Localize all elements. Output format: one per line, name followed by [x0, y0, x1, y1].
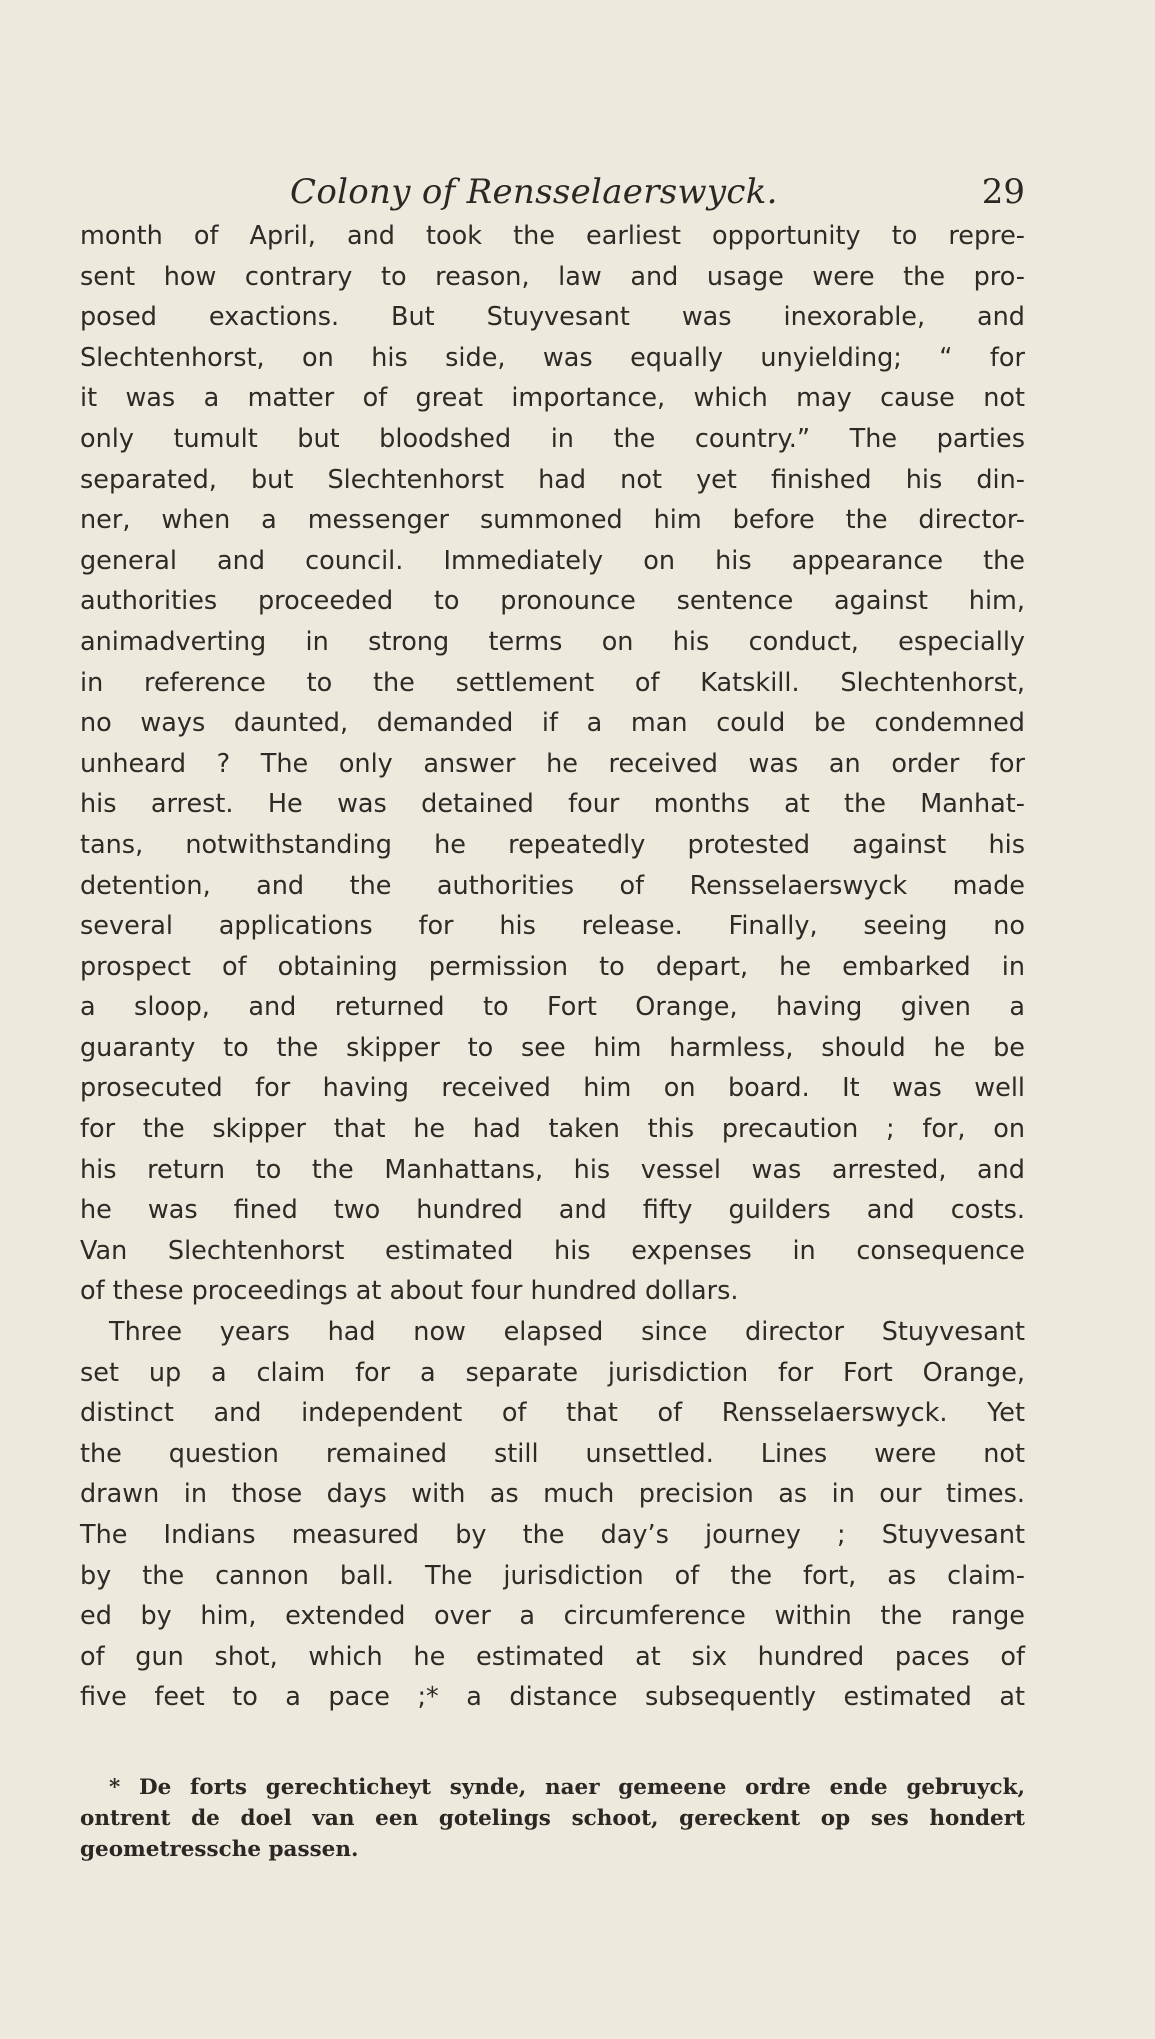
text-line: posed exactions. But Stuyvesant was inexorable, and: [80, 302, 1025, 333]
page-header: [290, 172, 1025, 220]
text-line: only tumult but bloodshed in the country.” The parties: [80, 423, 1025, 454]
text-line: sent how contrary to reason, law and usage were the pro-: [80, 261, 1025, 292]
text-line: drawn in those days with as much precision as in our times.: [80, 1479, 1025, 1510]
text-line: Three years had now elapsed since director Stuyvesant: [109, 1317, 1025, 1348]
text-line: for the skipper that he had taken this precaution ; for, on: [80, 1114, 1025, 1145]
text-line: guaranty to the skipper to see him harmless, should he be: [80, 1032, 1025, 1063]
text-line: detention, and the authorities of Rensselaerswyck made: [80, 870, 1025, 901]
page-number: 29: [981, 172, 1025, 212]
text-line: it was a matter of great importance, which may cause not: [80, 383, 1025, 414]
text-line: several applications for his release. Finally, seeing no: [80, 911, 1025, 942]
text-line: prosecuted for having received him on board. It was well: [80, 1073, 1025, 1104]
text-line: no ways daunted, demanded if a man could be condemned: [80, 708, 1025, 739]
footnote: [80, 1772, 1025, 1865]
body-text: [80, 216, 1025, 1718]
text-line: separated, but Slechtenhorst had not yet finished his din-: [80, 464, 1025, 495]
text-line: Van Slechtenhorst estimated his expenses in consequence: [80, 1235, 1025, 1266]
text-line: prospect of obtaining permission to depart, he embarked in: [80, 951, 1025, 982]
text-line: five feet to a pace ;* a distance subsequently estimated at: [80, 1682, 1025, 1713]
text-line: a sloop, and returned to Fort Orange, having given a: [80, 992, 1025, 1023]
text-line: the question remained still unsettled. Lines were not: [80, 1438, 1025, 1469]
text-line: he was fined two hundred and fifty guilders and costs.: [80, 1195, 1025, 1226]
text-line: ner, when a messenger summoned him before the director-: [80, 505, 1025, 536]
text-line: tans, notwithstanding he repeatedly protested against his: [80, 829, 1025, 860]
footnote-line: ontrent de doel van een gotelings schoot, gereckent op ses hondert: [80, 1806, 1025, 1831]
text-line: The Indians measured by the day’s journey ; Stuyvesant: [80, 1520, 1025, 1550]
footnote-line: geometressche passen.: [80, 1837, 359, 1862]
text-line: distinct and independent of that of Rensselaerswyck. Yet: [80, 1398, 1025, 1429]
text-line: authorities proceeded to pronounce sentence against him,: [80, 586, 1025, 617]
text-line: Slechtenhorst, on his side, was equally unyielding; “ for: [80, 342, 1025, 373]
text-line: ed by him, extended over a circumference within the range: [80, 1601, 1025, 1632]
text-line: by the cannon ball. The jurisdiction of the fort, as claim-: [80, 1560, 1025, 1591]
text-line: of gun shot, which he estimated at six hundred paces of: [80, 1641, 1025, 1672]
text-line: set up a claim for a separate jurisdiction for Fort Orange,: [80, 1357, 1025, 1388]
text-line: of these proceedings at about four hundred dollars.: [80, 1276, 739, 1307]
text-line: his return to the Manhattans, his vessel was arrested, and: [80, 1154, 1025, 1185]
running-title: Colony of Rensselaerswyck.: [290, 172, 778, 212]
text-line: his arrest. He was detained four months at the Manhat-: [80, 789, 1025, 820]
text-line: general and council. Immediately on his appearance the: [80, 545, 1025, 576]
text-line: in reference to the settlement of Katskill. Slechtenhorst,: [80, 667, 1025, 698]
footnote-line: * De forts gerechticheyt synde, naer gemeene ordre ende gebruyck,: [109, 1775, 1025, 1800]
text-line: month of April, and took the earliest opportunity to repre-: [80, 221, 1025, 251]
text-line: animadverting in strong terms on his conduct, especially: [80, 626, 1025, 657]
text-line: unheard ? The only answer he received was an order for: [80, 748, 1025, 779]
